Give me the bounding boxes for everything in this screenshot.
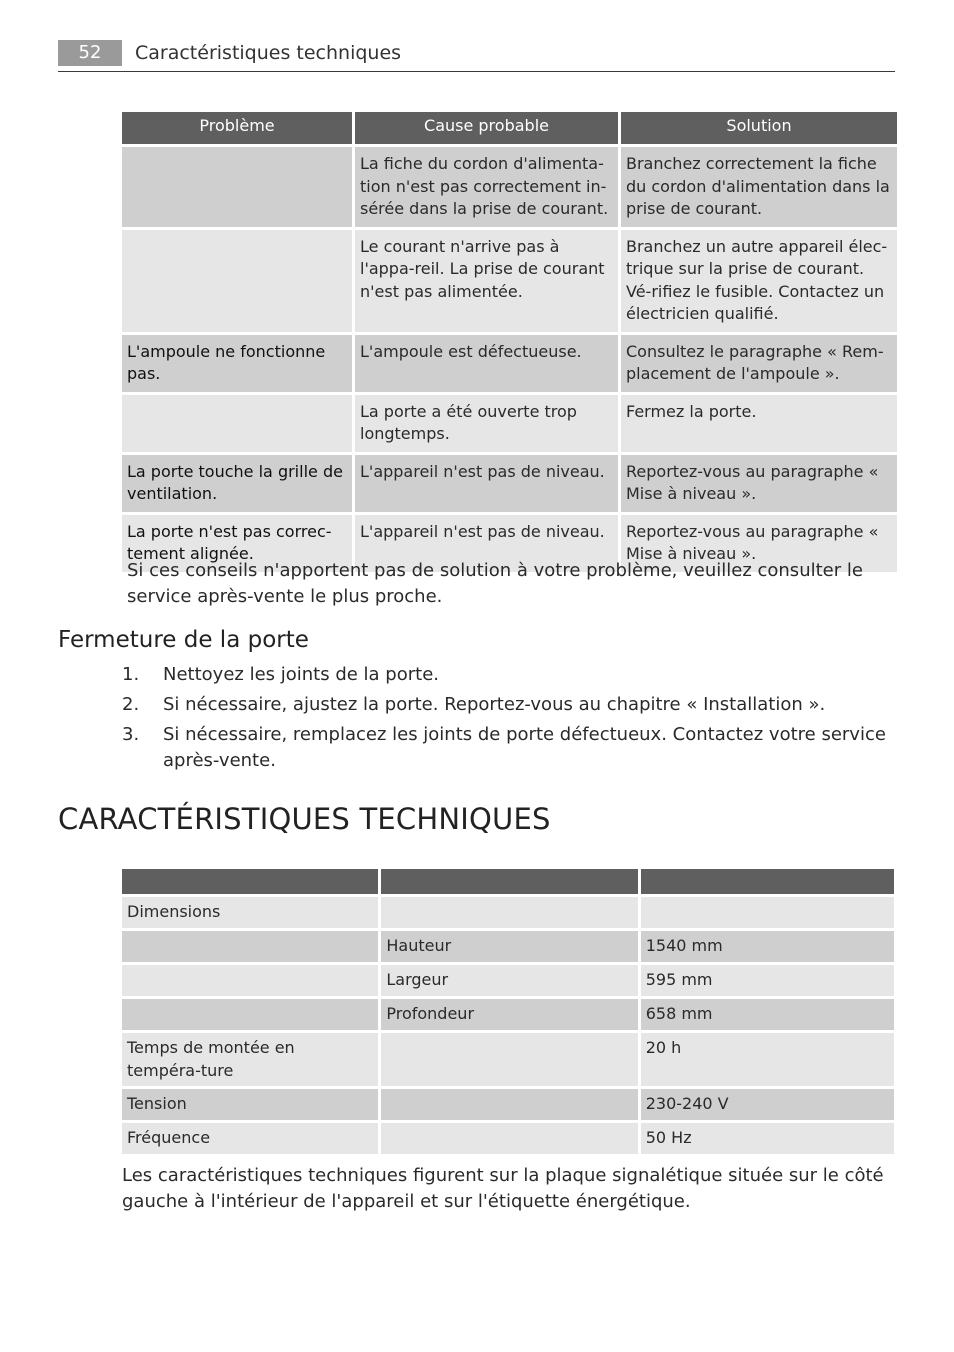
service-note: Si ces conseils n'apportent pas de solution à votre problème, veuillez consulter le service après-vente le plus proche. — [127, 560, 863, 607]
door-steps-list — [122, 662, 892, 778]
step-text: Si nécessaire, remplacez les joints de porte défectueux. Contactez votre service après-vente. — [163, 724, 886, 771]
column-header — [381, 869, 637, 894]
table-row — [122, 1123, 894, 1154]
list-item — [122, 722, 892, 773]
table-row — [122, 147, 897, 227]
table-row — [122, 999, 894, 1030]
step-number: 3. — [122, 724, 140, 745]
spec-sub-cell: Largeur — [381, 965, 637, 996]
spec-sub-cell — [381, 897, 637, 928]
page-header — [58, 40, 895, 72]
spec-label-cell: Tension — [122, 1089, 378, 1120]
spec-value-cell: 50 Hz — [641, 1123, 894, 1154]
table-row — [122, 1033, 894, 1086]
table-row — [122, 230, 897, 332]
running-header-title: Caractéristiques techniques — [135, 42, 402, 64]
step-number: 2. — [122, 694, 140, 715]
cause-cell: Le courant n'arrive pas à l'appa-reil. La prise de courant n'est pas alimentée. — [355, 230, 618, 332]
tech-section-heading: CARACTÉRISTIQUES TECHNIQUES — [58, 802, 551, 836]
cause-cell: La fiche du cordon d'alimenta-tion n'est pas correctement in-sérée dans la prise de courant. — [355, 147, 618, 227]
specs-footnote: Les caractéristiques techniques figurent sur la plaque signalétique située sur le côté gauche à l'intérieur de l'appareil et sur l'étiquette énergétique. — [122, 1165, 884, 1212]
cause-cell: L'ampoule est défectueuse. — [355, 335, 618, 392]
column-header — [122, 869, 378, 894]
step-number: 1. — [122, 664, 140, 685]
list-item — [122, 662, 892, 688]
cause-cell: L'appareil n'est pas de niveau. — [355, 515, 618, 572]
table-row — [122, 897, 894, 928]
step-text: Si nécessaire, ajustez la porte. Reportez-vous au chapitre « Installation ». — [163, 694, 826, 715]
cause-cell: L'appareil n'est pas de niveau. — [355, 455, 618, 512]
solution-cell: Consultez le paragraphe « Rem-placement de l'ampoule ». — [621, 335, 897, 392]
cause-cell: La porte a été ouverte trop longtemps. — [355, 395, 618, 452]
table-row — [122, 965, 894, 996]
spec-label-cell — [122, 965, 378, 996]
spec-sub-cell — [381, 1089, 637, 1120]
list-item — [122, 692, 892, 718]
solution-cell: Branchez correctement la fiche du cordon d'alimentation dans la prise de courant. — [621, 147, 897, 227]
table-row — [122, 1089, 894, 1120]
problem-cell — [122, 395, 352, 452]
spec-sub-cell — [381, 1033, 637, 1086]
door-section-heading: Fermeture de la porte — [58, 627, 309, 653]
table-row — [122, 931, 894, 962]
table-header-row — [122, 112, 897, 144]
spec-value-cell: 20 h — [641, 1033, 894, 1086]
table-row — [122, 335, 897, 392]
column-header-cause: Cause probable — [355, 112, 618, 144]
spec-sub-cell — [381, 1123, 637, 1154]
column-header-problem: Problème — [122, 112, 352, 144]
spec-value-cell: 658 mm — [641, 999, 894, 1030]
spec-label-cell — [122, 999, 378, 1030]
spec-value-cell: 230-240 V — [641, 1089, 894, 1120]
column-header — [641, 869, 894, 894]
problem-cell — [122, 230, 352, 332]
solution-cell: Branchez un autre appareil élec-trique sur la prise de courant. Vé-rifiez le fusible. Contactez un électricien qualifié. — [621, 230, 897, 332]
spec-label-cell: Temps de montée en tempéra-ture — [122, 1033, 378, 1086]
spec-label-cell — [122, 931, 378, 962]
spec-value-cell: 595 mm — [641, 965, 894, 996]
spec-label-cell: Dimensions — [122, 897, 378, 928]
specs-table — [119, 866, 897, 1157]
problem-cell: La porte touche la grille de ventilation. — [122, 455, 352, 512]
solution-cell: Reportez-vous au paragraphe « Mise à niveau ». — [621, 455, 897, 512]
problem-cell — [122, 147, 352, 227]
spec-label-cell: Fréquence — [122, 1123, 378, 1154]
solution-cell: Reportez-vous au paragraphe « Mise à niveau ». — [621, 515, 897, 572]
solution-cell: Fermez la porte. — [621, 395, 897, 452]
step-text: Nettoyez les joints de la porte. — [163, 664, 439, 685]
spec-value-cell — [641, 897, 894, 928]
column-header-solution: Solution — [621, 112, 897, 144]
table-row — [122, 395, 897, 452]
problem-cell: La porte n'est pas correc-tement alignée. — [122, 515, 352, 572]
table-row — [122, 455, 897, 512]
troubleshooting-table — [119, 109, 900, 575]
problem-cell: L'ampoule ne fonctionne pas. — [122, 335, 352, 392]
spec-value-cell: 1540 mm — [641, 931, 894, 962]
spec-sub-cell: Profondeur — [381, 999, 637, 1030]
spec-sub-cell: Hauteur — [381, 931, 637, 962]
page-number: 52 — [58, 40, 122, 66]
table-header-row — [122, 869, 894, 894]
